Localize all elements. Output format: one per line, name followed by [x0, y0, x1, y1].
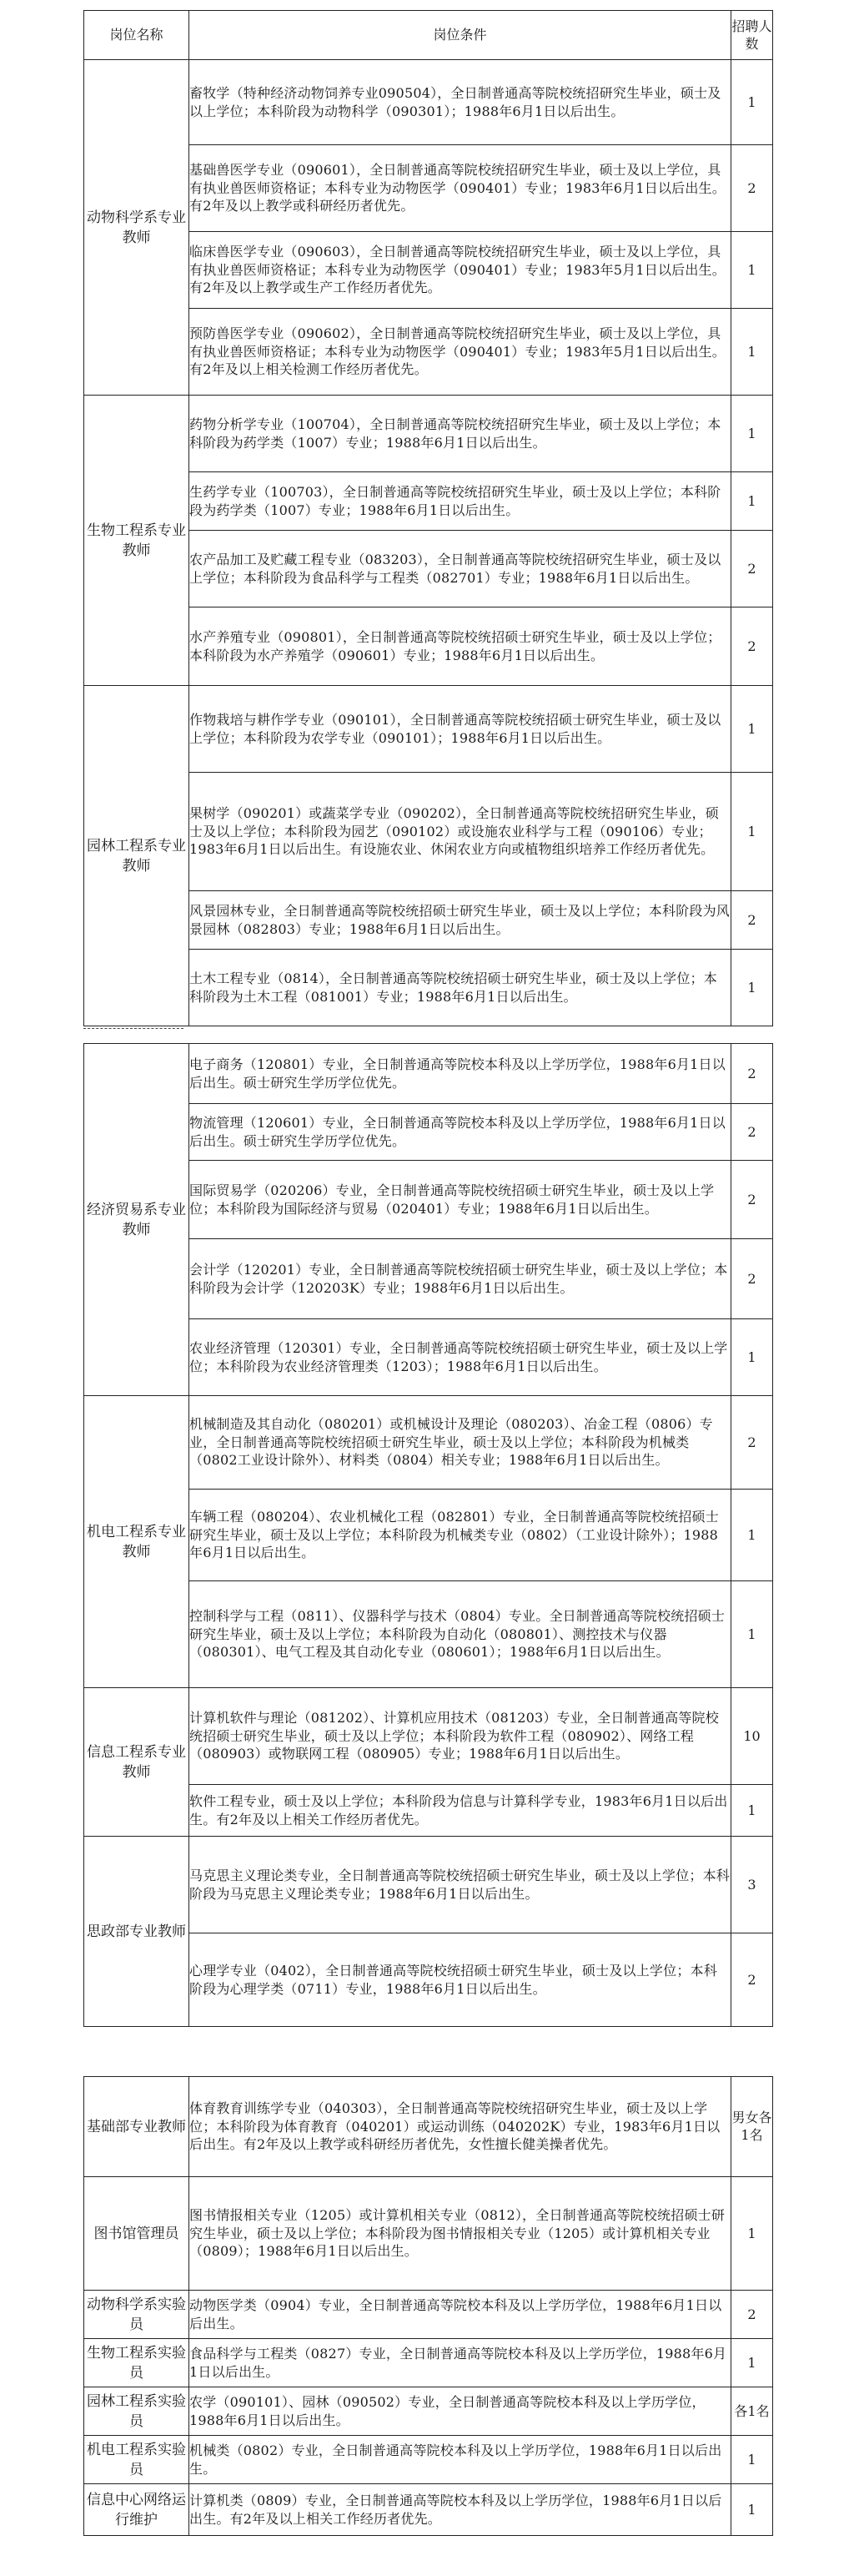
requirement-cell: 食品科学与工程类（0827）专业，全日制普通高等院校本科及以上学历学位，1988年6月1日以后出生。	[189, 2339, 731, 2387]
hiring-count-cell	[731, 1044, 773, 1104]
requirement-cell: 农产品加工及贮藏工程专业（083203），全日制普通高等院校统招研究生毕业，硕士及以上学位；本科阶段为食品科学与工程类（082701）专业；1988年6月1日以后出生。	[189, 531, 731, 607]
hiring-count-value: 2	[747, 1191, 756, 1207]
requirement-cell: 体育教育训练学专业（040303），全日制普通高等院校统招研究生毕业，硕士及以上学位；本科阶段为体育教育（040201）或运动训练（040202K）专业，1983年6月1日以后出生。有2年及以上教学或科研经历者优先，女性擅长健美操者优先。	[189, 2077, 731, 2177]
hiring-count-cell	[731, 607, 773, 686]
hiring-count-cell	[731, 2291, 773, 2339]
requirement-cell: 基础兽医学专业（090601），全日制普通高等院校统招研究生毕业，硕士及以上学位，具有执业兽医师资格证；本科专业为动物医学（090401）专业；1983年6月1日以后出生。有2年及以上教学或科研经历者优先。	[189, 145, 731, 232]
requirement-cell: 农学（090101）、园林（090502）专业，全日制普通高等院校本科及以上学历学位，1988年6月1日以后出生。	[189, 2387, 731, 2436]
hiring-count-cell	[731, 2436, 773, 2484]
position-name-cell: 机电工程系实验员	[84, 2436, 189, 2484]
table-body-part-1	[84, 60, 773, 1026]
table-row	[84, 1688, 773, 1785]
hiring-count-value: 1	[747, 93, 756, 110]
table-row	[84, 1396, 773, 1490]
table-body-part-3	[84, 2077, 773, 2536]
hiring-count-cell	[731, 1396, 773, 1490]
position-name-cell: 机电工程系专业教师	[84, 1396, 189, 1688]
hiring-count-value: 各1名	[734, 2402, 770, 2419]
position-name-cell: 生物工程系实验员	[84, 2339, 189, 2387]
hiring-count-cell	[731, 1490, 773, 1581]
hiring-count-cell	[731, 2339, 773, 2387]
hiring-count-cell	[731, 531, 773, 607]
hiring-count-cell	[731, 2077, 773, 2177]
hiring-count-cell	[731, 1785, 773, 1837]
table-row	[84, 2339, 773, 2387]
hiring-count-cell	[731, 773, 773, 891]
hiring-count-value: 2	[747, 1971, 756, 1988]
hiring-count-value: 1	[747, 1526, 756, 1543]
requirement-cell: 农业经济管理（120301）专业，全日制普通高等院校统招硕士研究生毕业，硕士及以上学位；本科阶段为农业经济管理类（1203）；1988年6月1日以后出生。	[189, 1319, 731, 1396]
hiring-count-cell	[731, 2177, 773, 2291]
position-name-cell: 经济贸易系专业教师	[84, 1044, 189, 1396]
hiring-count-cell	[731, 891, 773, 950]
hiring-count-value: 2	[747, 638, 756, 654]
hiring-count-value: 2	[747, 2306, 756, 2322]
position-name-cell: 园林工程系实验员	[84, 2387, 189, 2436]
hiring-count-cell	[731, 396, 773, 472]
hiring-count-value: 男女各1名	[731, 2110, 772, 2144]
hiring-count-value: 2	[747, 560, 756, 577]
hiring-count-cell	[731, 309, 773, 396]
position-name-cell: 生物工程系专业教师	[84, 396, 189, 686]
requirement-cell: 药物分析学专业（100704），全日制普通高等院校统招研究生毕业，硕士及以上学位；本科阶段为药学类（1007）专业；1988年6月1日以后出生。	[189, 396, 731, 472]
requirement-cell: 电子商务（120801）专业，全日制普通高等院校本科及以上学历学位，1988年6月1日以后出生。硕士研究生学历学位优先。	[189, 1044, 731, 1104]
hiring-count-value: 1	[747, 1802, 756, 1818]
hiring-count-cell	[731, 2484, 773, 2536]
hiring-count-cell	[731, 232, 773, 309]
hiring-count-cell	[731, 1581, 773, 1688]
position-name-cell: 园林工程系专业教师	[84, 686, 189, 1026]
hiring-count-value: 1	[747, 343, 756, 360]
hiring-count-value: 1	[747, 2451, 756, 2468]
requirement-cell: 会计学（120201）专业，全日制普通高等院校统招硕士研究生毕业，硕士及以上学位；本科阶段为会计学（120203K）专业；1988年6月1日以后出生。	[189, 1239, 731, 1319]
hiring-count-cell	[731, 472, 773, 531]
table-row	[84, 686, 773, 773]
hiring-count-value: 1	[747, 2225, 756, 2241]
hiring-count-value: 2	[747, 1434, 756, 1450]
requirement-cell: 畜牧学（特种经济动物饲养专业090504），全日制普通高等院校统招研究生毕业，硕士及以上学位；本科阶段为动物科学（090301）；1988年6月1日以后出生。	[189, 60, 731, 145]
hiring-count-cell	[731, 2387, 773, 2436]
hiring-count-cell	[731, 1161, 773, 1239]
table-body-part-2	[84, 1044, 773, 2027]
header-position-name: 岗位名称	[84, 11, 189, 60]
hiring-count-cell	[731, 1933, 773, 2027]
requirement-cell: 水产养殖专业（090801），全日制普通高等院校统招硕士研究生毕业，硕士及以上学位；本科阶段为水产养殖学（090601）专业；1988年6月1日以后出生。	[189, 607, 731, 686]
hiring-count-cell	[731, 1239, 773, 1319]
table-row	[84, 2484, 773, 2536]
requirement-cell: 机械类（0802）专业，全日制普通高等院校本科及以上学历学位，1988年6月1日以后出生。	[189, 2436, 731, 2484]
page-break-dashed-line	[83, 1028, 183, 1029]
requirement-cell: 计算机软件与理论（081202）、计算机应用技术（081203）专业，全日制普通高等院校统招硕士研究生毕业，硕士及以上学位；本科阶段为软件工程（080902）、网络工程（080903）或物联网工程（080905）专业；1988年6月1日以后出生。	[189, 1688, 731, 1785]
position-name-cell: 思政部专业教师	[84, 1837, 189, 2027]
hiring-count-value: 1	[747, 2354, 756, 2371]
requirement-cell: 国际贸易学（020206）专业，全日制普通高等院校统招硕士研究生毕业，硕士及以上学位；本科阶段为国际经济与贸易（020401）专业；1988年6月1日以后出生。	[189, 1161, 731, 1239]
header-hiring-count: 招聘人数	[731, 11, 773, 60]
requirement-cell: 物流管理（120601）专业，全日制普通高等院校本科及以上学历学位，1988年6月1日以后出生。硕士研究生学历学位优先。	[189, 1104, 731, 1161]
position-name-cell: 图书馆管理员	[84, 2177, 189, 2291]
table-header-row	[84, 11, 773, 60]
hiring-count-value: 2	[747, 1123, 756, 1140]
table-row	[84, 2436, 773, 2484]
table-row	[84, 60, 773, 145]
requirement-cell: 作物栽培与耕作学专业（090101），全日制普通高等院校统招硕士研究生毕业，硕士及以上学位；本科阶段为农学专业（090101）；1988年6月1日以后出生。	[189, 686, 731, 773]
requirement-cell: 车辆工程（080204）、农业机械化工程（082801）专业，全日制普通高等院校统招硕士研究生毕业，硕士及以上学位；本科阶段为机械类专业（0802）（工业设计除外）；1988年6月1日以后出生。	[189, 1490, 731, 1581]
hiring-count-cell	[731, 686, 773, 773]
requirement-cell: 动物医学类（0904）专业，全日制普通高等院校本科及以上学历学位，1988年6月1日以后出生。	[189, 2291, 731, 2339]
table-row	[84, 1837, 773, 1933]
requirement-cell: 控制科学与工程（0811）、仪器科学与技术（0804）专业。全日制普通高等院校统招硕士研究生毕业，硕士及以上学位；本科阶段为自动化（080801）、测控技术与仪器（080301）、电气工程及其自动化专业（080601）；1988年6月1日以后出生。	[189, 1581, 731, 1688]
requirement-cell: 果树学（090201）或蔬菜学专业（090202），全日制普通高等院校统招研究生毕业，硕士及以上学位；本科阶段为园艺（090102）或设施农业科学与工程（090106）专业；1983年6月1日以后出生。有设施农业、休闲农业方向或植物组织培养工作经历者优先。	[189, 773, 731, 891]
hiring-count-value: 3	[747, 1876, 756, 1893]
hiring-count-value: 1	[747, 1626, 756, 1642]
table-row	[84, 2177, 773, 2291]
position-name-cell: 信息工程系专业教师	[84, 1688, 189, 1837]
requirement-cell: 机械制造及其自动化（080201）或机械设计及理论（080203）、冶金工程（0806）专业，全日制普通高等院校统招硕士研究生毕业，硕士及以上学位；本科阶段为机械类（0802工业设计除外）、材料类（0804）相关专业；1988年6月1日以后出生。	[189, 1396, 731, 1490]
position-name-cell: 动物科学系实验员	[84, 2291, 189, 2339]
table-row	[84, 2387, 773, 2436]
hiring-count-cell	[731, 1688, 773, 1785]
hiring-count-value: 2	[747, 911, 756, 928]
requirement-cell: 风景园林专业，全日制普通高等院校统招硕士研究生毕业，硕士及以上学位；本科阶段为风景园林（082803）专业；1988年6月1日以后出生。	[189, 891, 731, 950]
requirement-cell: 计算机类（0809）专业，全日制普通高等院校本科及以上学历学位，1988年6月1日以后出生。有2年及以上相关工作经历者优先。	[189, 2484, 731, 2536]
position-name-cell: 基础部专业教师	[84, 2077, 189, 2177]
table-row	[84, 1044, 773, 1104]
hiring-count-value: 2	[747, 179, 756, 196]
hiring-count-value: 1	[747, 492, 756, 509]
hiring-count-value: 2	[747, 1270, 756, 1287]
hiring-count-value: 1	[747, 2501, 756, 2518]
requirement-cell: 软件工程专业，硕士及以上学位；本科阶段为信息与计算科学专业，1983年6月1日以后出生。有2年及以上相关工作经历者优先。	[189, 1785, 731, 1837]
hiring-count-value: 1	[747, 1348, 756, 1365]
hiring-count-cell	[731, 1104, 773, 1161]
hiring-count-value: 10	[743, 1727, 761, 1744]
hiring-count-value: 1	[747, 261, 756, 278]
requirement-cell: 心理学专业（0402），全日制普通高等院校统招硕士研究生毕业，硕士及以上学位；本科阶段为心理学类（0711）专业，1988年6月1日以后出生。	[189, 1933, 731, 2027]
position-name-cell: 信息中心网络运行维护	[84, 2484, 189, 2536]
requirement-cell: 临床兽医学专业（090603），全日制普通高等院校统招研究生毕业，硕士及以上学位，具有执业兽医师资格证；本科专业为动物医学（090401）专业；1983年5月1日以后出生。有2年及以上教学或生产工作经历者优先。	[189, 232, 731, 309]
table-row	[84, 2291, 773, 2339]
hiring-count-cell	[731, 145, 773, 232]
hiring-count-cell	[731, 60, 773, 145]
hiring-count-value: 1	[747, 823, 756, 839]
requirement-cell: 土木工程专业（0814），全日制普通高等院校统招硕士研究生毕业，硕士及以上学位；本科阶段为土木工程（081001）专业；1988年6月1日以后出生。	[189, 950, 731, 1026]
hiring-count-value: 1	[747, 979, 756, 996]
requirement-cell: 预防兽医学专业（090602），全日制普通高等院校统招研究生毕业，硕士及以上学位，具有执业兽医师资格证；本科专业为动物医学（090401）专业；1983年5月1日以后出生。有2年及以上相关检测工作经历者优先。	[189, 309, 731, 396]
hiring-count-cell	[731, 1319, 773, 1396]
hiring-count-value: 1	[747, 720, 756, 737]
hiring-count-value: 1	[747, 425, 756, 441]
job-table-part-1	[83, 10, 773, 1026]
job-table-part-3	[83, 2076, 773, 2536]
requirement-cell: 马克思主义理论类专业，全日制普通高等院校统招硕士研究生毕业，硕士及以上学位；本科阶段为马克思主义理论类专业；1988年6月1日以后出生。	[189, 1837, 731, 1933]
requirement-cell: 图书情报相关专业（1205）或计算机相关专业（0812），全日制普通高等院校统招硕士研究生毕业，硕士及以上学位；本科阶段为图书情报相关专业（1205）或计算机相关专业（0809）；1988年6月1日以后出生。	[189, 2177, 731, 2291]
requirement-cell: 生药学专业（100703），全日制普通高等院校统招研究生毕业，硕士及以上学位；本科阶段为药学类（1007）专业；1988年6月1日以后出生。	[189, 472, 731, 531]
hiring-count-value: 2	[747, 1065, 756, 1081]
table-row	[84, 2077, 773, 2177]
position-name-cell: 动物科学系专业教师	[84, 60, 189, 396]
header-requirements: 岗位条件	[189, 11, 731, 60]
table-row	[84, 396, 773, 472]
hiring-count-cell	[731, 1837, 773, 1933]
job-table-part-2	[83, 1043, 773, 2027]
hiring-count-cell	[731, 950, 773, 1026]
